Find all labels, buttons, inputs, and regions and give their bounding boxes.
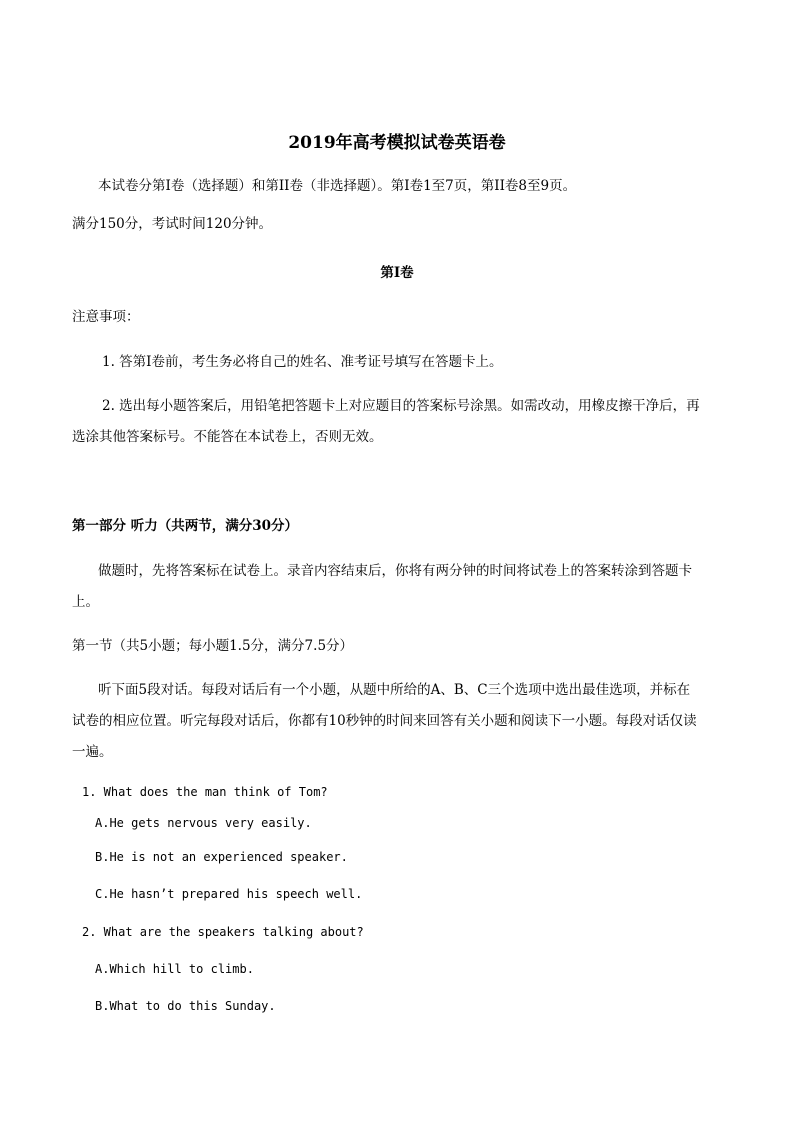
section1-heading: 第一节（共5小题；每小题1.5分，满分7.5分） (72, 638, 354, 654)
part1-instructions-line-1: 做题时，先将答案标在试卷上。录音内容结束后，你将有两分钟的时间将试卷上的答案转涂到答题卡 (98, 563, 692, 579)
question-2-option-a: A.Which hill to climb. (95, 962, 254, 976)
section-heading: 第Ⅰ卷 (380, 265, 414, 281)
question-1-option-b: B.He is not an experienced speaker. (95, 850, 348, 864)
intro-paragraph-line-1: 本试卷分第Ⅰ卷（选择题）和第ⅠI卷（非选择题）。第Ⅰ卷1至7页，第ⅠI卷8至9页。 (98, 178, 577, 194)
question-1-stem: 1. What does the man think of Tom? (82, 785, 328, 799)
part1-instructions-line-2: 上。 (72, 594, 99, 610)
section1-instructions-line-1: 听下面5段对话。每段对话后有一个小题，从题中所给的A、B、C三个选项中选出最佳选项，并标在 (98, 682, 691, 698)
note-item-2-line-2: 选涂其他答案标号。不能答在本试卷上，否则无效。 (72, 429, 383, 445)
intro-paragraph-line-2: 满分150分，考试时间120分钟。 (72, 216, 273, 232)
note-item-1: 1. 答第Ⅰ卷前，考生务必将自己的姓名、准考证号填写在答题卡上。 (102, 354, 503, 370)
question-2-stem: 2. What are the speakers talking about? (82, 925, 364, 939)
page-title: 2019年高考模拟试卷英语卷 (288, 133, 506, 153)
section1-instructions-line-2: 试卷的相应位置。听完每段对话后，你都有10秒钟的时间来回答有关小题和阅读下一小题。每段对话仅读 (72, 713, 697, 729)
note-item-2-line-1: 2. 选出每小题答案后，用铅笔把答题卡上对应题目的答案标号涂黑。如需改动，用橡皮擦干净后，再 (102, 398, 700, 414)
question-1-option-c: C.He hasn’t prepared his speech well. (95, 887, 363, 901)
part1-heading: 第一部分 听力（共两节，满分30分） (72, 518, 298, 534)
notes-heading: 注意事项： (72, 309, 140, 325)
question-2-option-b: B.What to do this Sunday. (95, 999, 276, 1013)
section1-instructions-line-3: 一遍。 (72, 744, 113, 760)
question-1-option-a: A.He gets nervous very easily. (95, 816, 312, 830)
